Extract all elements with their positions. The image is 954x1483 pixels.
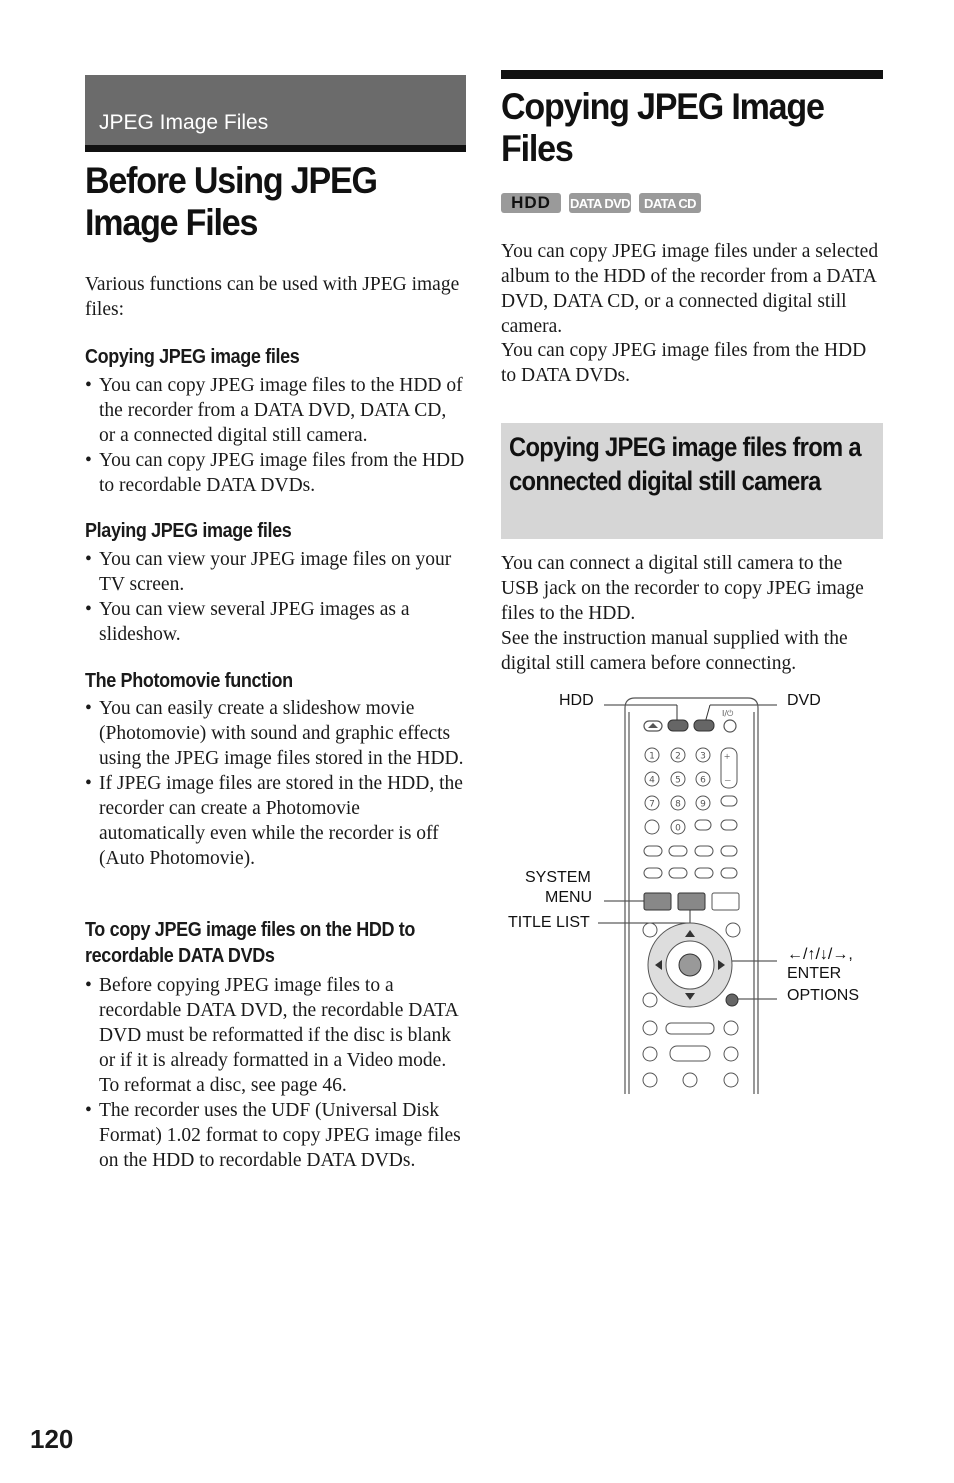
- callout-system: SYSTEM: [525, 869, 591, 886]
- callout-menu: MENU: [545, 889, 593, 906]
- svg-text:I/⏻: I/⏻: [722, 709, 734, 718]
- digit-key-label: 0: [675, 823, 681, 834]
- page-number: 120: [30, 1424, 74, 1454]
- list-item: • You can easily create a slideshow movie (Photomovie) with sound and graphic effects using the JPEG image files stored in the HDD.: [85, 696, 466, 771]
- list-item: • You can view your JPEG image files on your TV screen.: [85, 547, 466, 597]
- heading-copy-to-dvd: To copy JPEG image files on the HDD to recordable DATA DVDs: [85, 919, 416, 967]
- right-intro-1: You can copy JPEG image files under a selected album to the HDD of the recorder from a DATA DVD, DATA CD, or a connected digital still camera.: [501, 241, 879, 337]
- subsection-heading: Copying JPEG image files from a connected digital still camera: [509, 432, 861, 496]
- heading-photomovie: The Photomovie function: [85, 670, 293, 692]
- svg-text:–: –: [725, 774, 731, 786]
- list-item: • You can view several JPEG images as a slideshow.: [85, 597, 466, 647]
- digit-key-label: 4: [649, 775, 655, 786]
- callout-title-list: TITLE LIST: [508, 914, 590, 931]
- digit-key-label: 1: [649, 751, 655, 762]
- list-item: • Before copying JPEG image files to a recordable DATA DVD, the recordable DATA DVD must be reformatted if the disc is blank or if it is already formatted in a Video mode. To reformat a disc, see page 46.: [85, 973, 466, 1098]
- section-tab-rule: [85, 145, 466, 152]
- callout-hdd: HDD: [559, 692, 594, 709]
- digit-key-label: 2: [675, 751, 681, 762]
- digit-key-label: 5: [675, 775, 681, 786]
- badge-data-dvd: DATA DVD: [569, 193, 631, 213]
- left-intro: Various functions can be used with JPEG image files:: [85, 274, 460, 320]
- badge-data-cd: DATA CD: [639, 193, 701, 213]
- right-body-2: See the instruction manual supplied with the digital still camera before connecting.: [501, 628, 848, 674]
- list-playing: [85, 547, 466, 647]
- callout-enter: ENTER: [787, 965, 842, 982]
- list-item: • You can copy JPEG image files from the HDD to recordable DATA DVDs.: [85, 448, 466, 498]
- options-button[interactable]: [726, 994, 738, 1006]
- right-body-1: You can connect a digital still camera to the USB jack on the recorder to copy JPEG image files to the HDD.: [501, 553, 864, 624]
- heading-copying: Copying JPEG image files: [85, 346, 300, 368]
- list-item: • You can copy JPEG image files to the HDD of the recorder from a DATA DVD, DATA CD, or a connected digital still camera.: [85, 373, 466, 448]
- enter-button[interactable]: [679, 954, 701, 976]
- svg-text:+: +: [724, 751, 731, 763]
- heading-playing: Playing JPEG image files: [85, 520, 292, 542]
- list-item: • If JPEG image files are stored in the HDD, the recorder can create a Photomovie automatically even while the recorder is off (Auto Photomovie).: [85, 771, 466, 871]
- digit-key-label: 7: [649, 799, 655, 810]
- section-tab: JPEG Image Files: [85, 75, 466, 145]
- list-item: • The recorder uses the UDF (Universal Disk Format) 1.02 format to copy JPEG image files on the HDD to recordable DATA DVDs.: [85, 1098, 466, 1173]
- callout-dvd: DVD: [787, 692, 821, 709]
- digit-key-label: 3: [700, 751, 706, 762]
- badge-hdd: HDD: [501, 193, 561, 213]
- digit-key-label: 6: [700, 775, 706, 786]
- right-intro-2: You can copy JPEG image files from the HDD to DATA DVDs.: [501, 340, 867, 386]
- list-copy-to-dvd: [85, 973, 466, 1173]
- title-rule: [501, 70, 883, 79]
- callout-arrows: ←/↑/↓/→,: [787, 946, 853, 963]
- subsection-heading-box: [501, 423, 883, 539]
- left-title: Before Using JPEG Image Files: [85, 160, 377, 243]
- digit-key-label: 8: [675, 799, 681, 810]
- dvd-button[interactable]: [694, 720, 714, 731]
- callout-options: OPTIONS: [787, 987, 860, 1004]
- digit-key-label: 9: [700, 799, 706, 810]
- right-title: Copying JPEG Image Files: [501, 86, 824, 169]
- title-list-button[interactable]: [678, 893, 705, 910]
- system-menu-button[interactable]: [644, 893, 671, 910]
- remote-control-illustration: [600, 690, 770, 1094]
- list-photomovie: [85, 696, 466, 871]
- list-copying: [85, 373, 466, 498]
- hdd-button[interactable]: [668, 720, 688, 731]
